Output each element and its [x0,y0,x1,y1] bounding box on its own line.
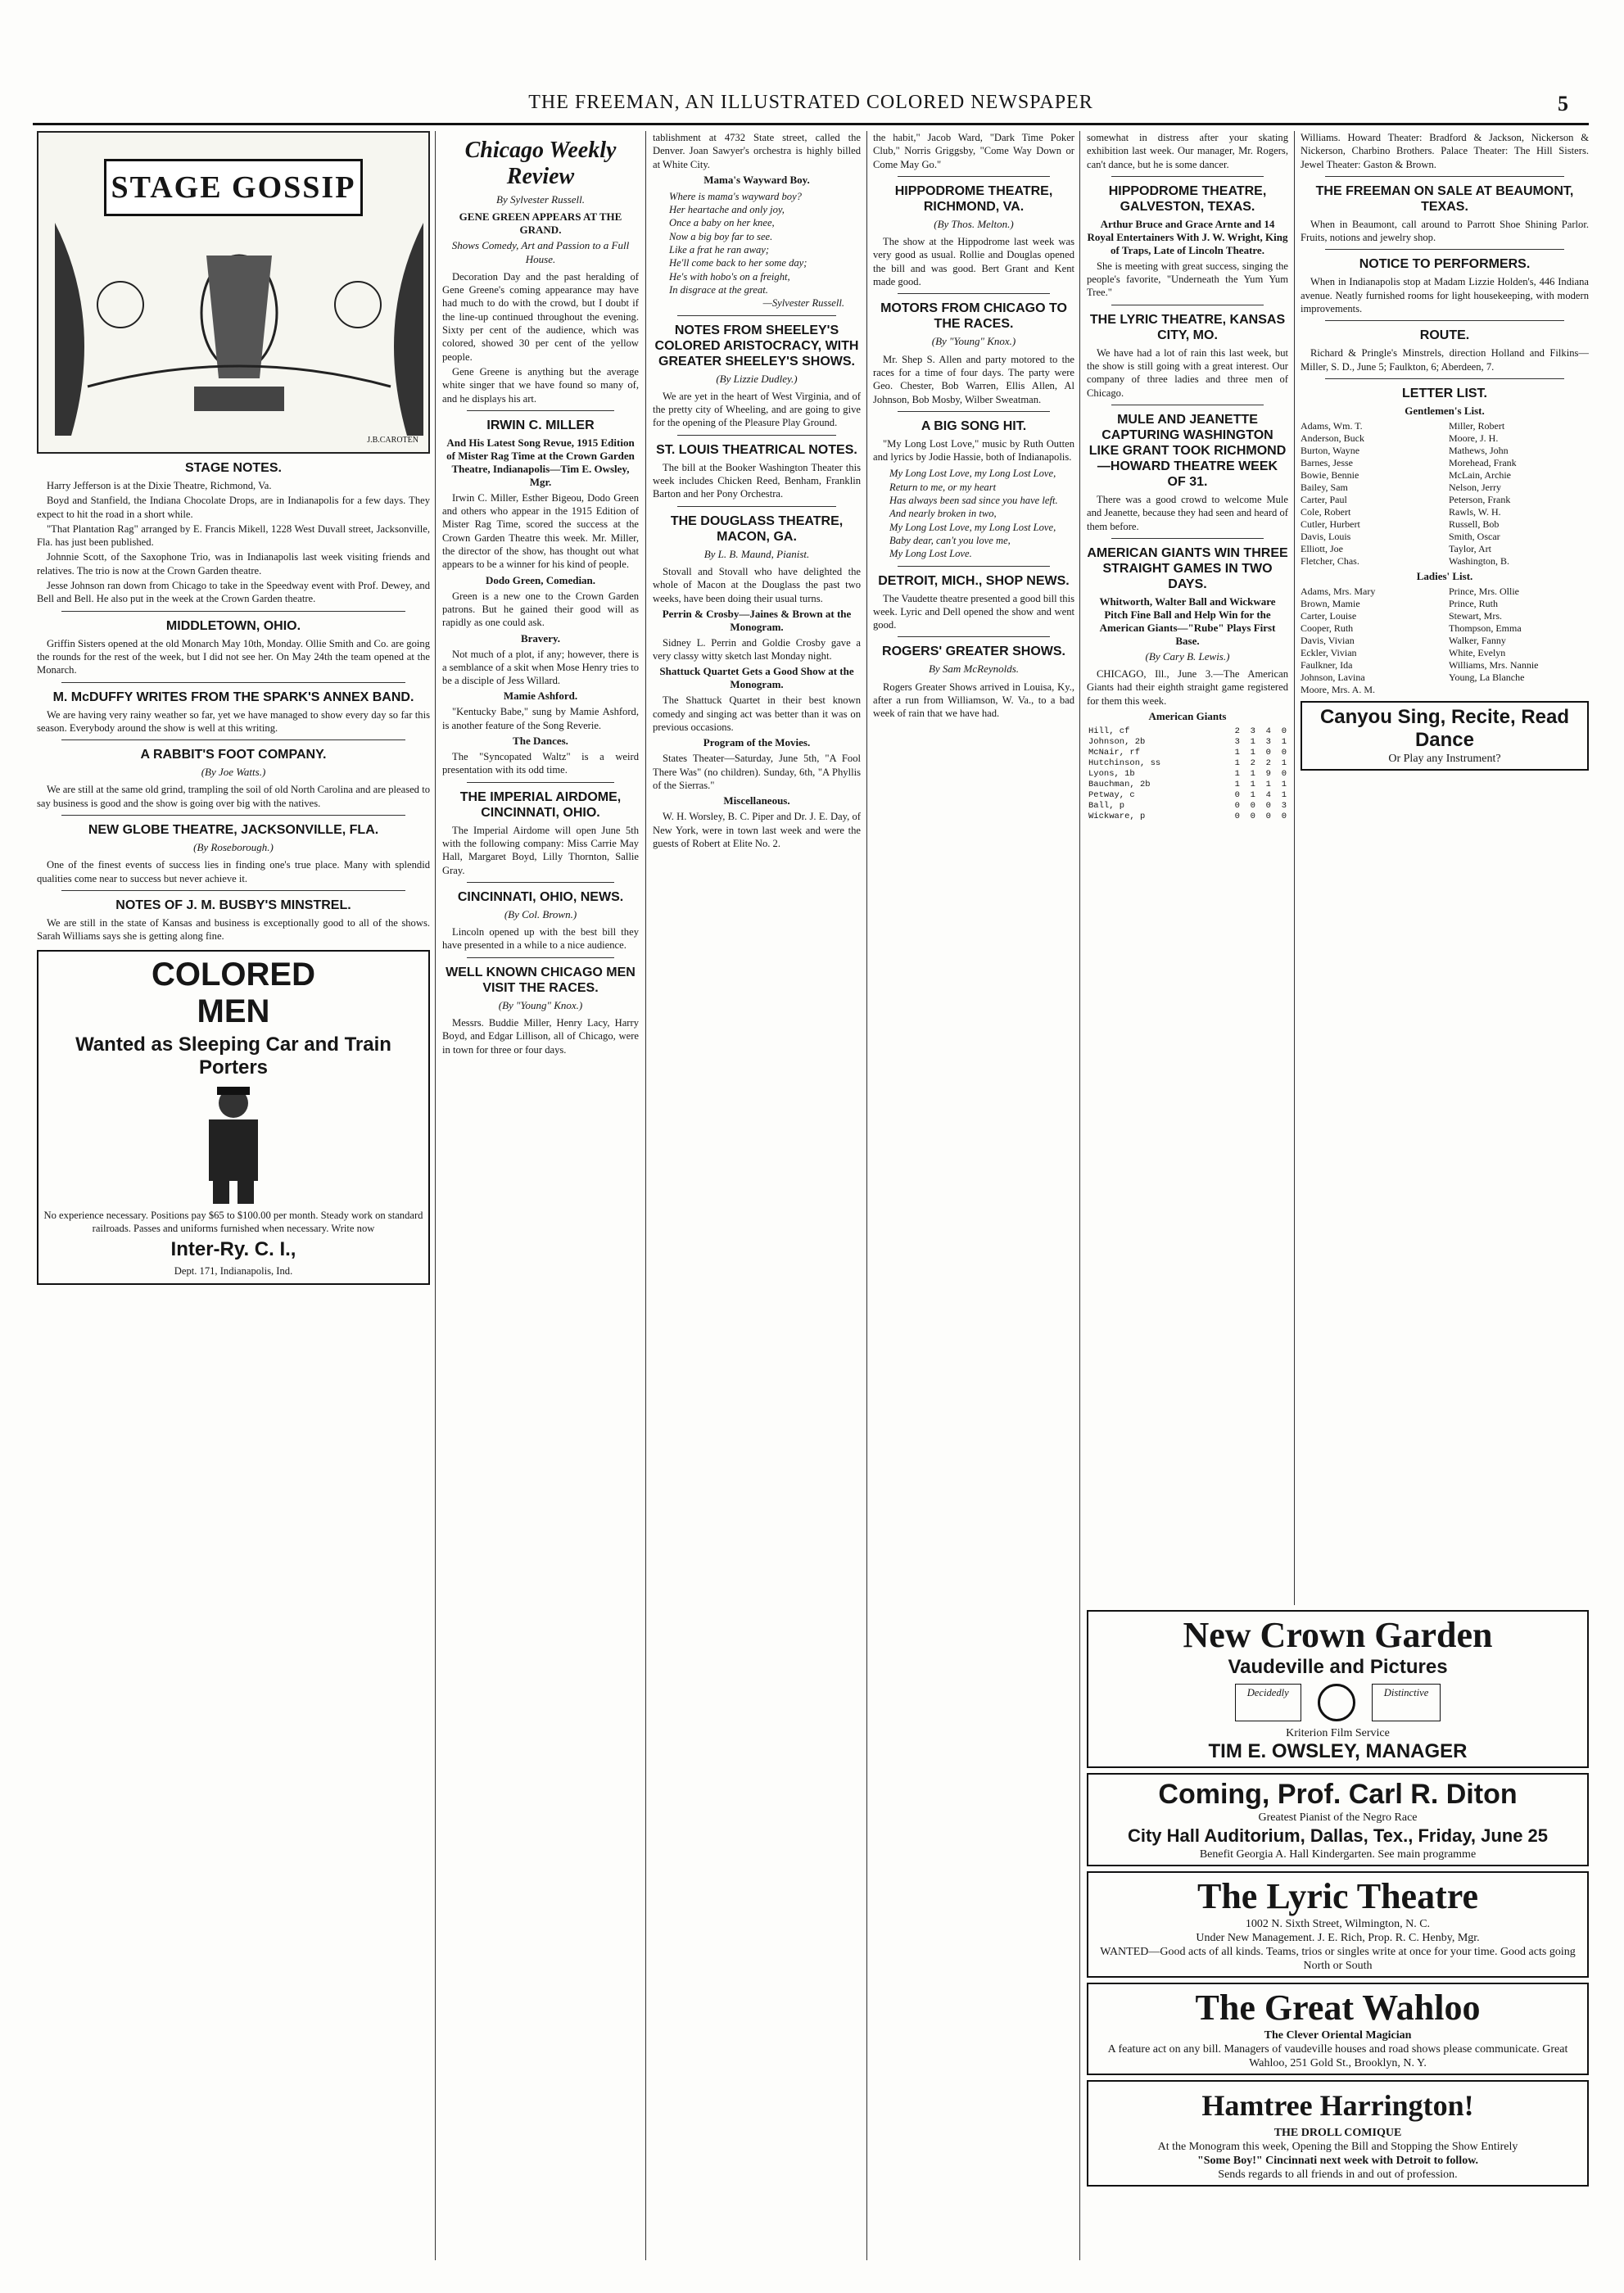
article-byline: (By Col. Brown.) [504,907,577,920]
letter-list-name: Rawls, W. H. [1449,505,1501,518]
masthead [33,92,1589,121]
article-text: The "Syncopated Waltz" is a weird presentation with its odd time. [442,751,639,776]
article-byline: (By "Young" Knox.) [931,335,1016,348]
ad-body: At the Monogram this week, Opening the Bill and Stopping the Show Entirely [1157,2141,1518,2153]
article-heading: ST. LOUIS THEATRICAL NOTES. [656,442,857,457]
poem-line: Where is mama's wayward boy? [669,190,802,202]
gentlemen-list [1301,420,1589,568]
letter-list-name: Barnes, Jesse [1301,456,1353,468]
porter-ad-address: Dept. 171, Indianapolis, Ind. [174,1265,293,1278]
article-text: States Theater—Saturday, June 5th, "A Fool There Was" (no children). Sunday, 6th, "A Phyllis of the Sierras." [653,753,861,791]
letter-list-name: Morehead, Frank [1449,456,1517,468]
ads-block [1087,1605,1589,2260]
ad-manager-name: TIM E. OWSLEY, [1208,1740,1360,1762]
letter-list-name: Taylor, Art [1449,542,1492,554]
letter-list-name: Adams, Wm. T. [1301,419,1363,432]
box-score-cell: 0 [1265,812,1271,822]
letter-list-name: Anderson, Buck [1301,432,1364,444]
box-score-cell: 1 [1265,780,1271,790]
section-heading: Bravery. [520,631,560,644]
ad-tag-right: Distinctive [1372,1684,1441,1721]
poem-line: He's with hobo's on a freight, [669,270,790,283]
lyric-theatre-ad [1087,1871,1589,1978]
article-text: Decoration Day and the past heralding of Gene Greene's coming appearance may have had much to do with the crowd, but I doubt if the line-up continued throughout the evening. Sixty per cent of the audience, which was colored, showed 30 per cent of the yellow people. [442,270,639,363]
box-score-cell: 3 [1234,737,1240,748]
divider [677,506,836,507]
box-score-cell: 2 [1250,758,1255,769]
box-score-cell: 0 [1281,769,1287,780]
article-text: The Vaudette theatre presented a good bill this week. Lyric and Dell opened the show and went good. [873,592,1074,631]
letter-list-name: Mathews, John [1449,444,1509,456]
article-heading: THE IMPERIAL AIRDOME, CINCINNATI, OHIO. [459,789,622,820]
letter-list-name: Adams, Mrs. Mary [1301,585,1376,597]
poem [669,190,844,310]
article-heading: CINCINNATI, OHIO, NEWS. [457,889,624,904]
article-subheading: And His Latest Song Revue, 1915 Edition of Mister Rag Time at the Crown Garden Theatre, Indianapolis—Tim E. Owsley, Mgr. [446,436,635,488]
article-text: Messrs. Buddie Miller, Henry Lacy, Harry Boyd, and Edgar Lillison, all of Chicago, were in town for three or four days. [442,1016,639,1056]
article-heading: IRWIN C. MILLER [486,418,595,432]
box-score-table [1087,726,1288,822]
letter-list-name: McLain, Archie [1449,468,1511,481]
article-text: Mr. Shep S. Allen and party motored to the races for a time of four days. The party were Geo. Chester, Bob Warren, Ellis Allen, Al Johnson, Bob Mosby, Wilber Sweatman. [873,353,1074,405]
box-score-cell: Hutchinson, ss [1088,758,1161,769]
article-text: W. H. Worsley, B. C. Piper and Dr. J. E. Day, of New York, were in town last week and were the guests of Robert at Elite No. 2. [653,811,861,849]
article-text: The Imperial Airdome will open June 5th with the following company: Miss Carrie May Hall, Margaret Boyd, Lilly Thornton, Sallie Gray. [442,824,639,876]
box-score-row [1087,780,1288,790]
porter-ad-title: COLORED [152,956,315,993]
letter-list-name: Johnson, Lavina [1301,671,1365,683]
divider [1111,538,1264,539]
article-text: Richard & Pringle's Minstrels, direction Holland and Filkins—Miller, S. D., June 5; Faulkton, 6; Aberdeen, 7. [1301,347,1589,373]
globe-text: One of the finest events of success lies in finding one's true place. Many with splendid qualities come near to success but never achieve it. [37,859,430,884]
section-heading: The Dances. [513,735,568,748]
chorus-line: And nearly broken in two, [889,508,997,520]
article-subheading: Shows Comedy, Art and Passion to a Full House. [451,239,630,265]
ad-place: City Hall Auditorium, Dallas, Tex., Friday, June 25 [1127,1825,1549,1846]
letter-list-name: Russell, Bob [1449,518,1500,530]
letter-list-name: Davis, Vivian [1301,634,1355,646]
divider [1325,176,1564,177]
divider [898,176,1050,177]
section-heading: Shattuck Quartet Gets a Good Show at the Monogram. [659,665,854,691]
globe-heading: NEW GLOBE THEATRE, JACKSONVILLE, FLA. [88,823,379,838]
article-heading: HIPPODROME THEATRE, GALVESTON, TEXAS. [1108,183,1267,214]
article-heading: ROGERS' GREATER SHOWS. [882,644,1065,659]
box-score-cell: Bauchman, 2b [1088,780,1151,790]
stage-note: Jesse Johnson ran down from Chicago to take in the Speedway event with Prof. Dewey, and Bell and Bell. He also put in the week at the Crown Garden theatre. [37,580,430,605]
article-text: Lincoln opened up with the best bill they have presented in a while to a nice audience. [442,926,639,952]
ad-end: Sends regards to all friends in and out of profession. [1218,2169,1458,2181]
letter-list-name: White, Evelyn [1449,646,1506,658]
box-score-cell: 1 [1234,748,1240,758]
ad-address: 1002 N. Sixth Street, Wilmington, N. C. [1245,1918,1431,1930]
ad-song: "Some Boy!" Cincinnati next week with Detroit to follow. [1197,2155,1479,2167]
ad-tagline [1092,1684,1584,1721]
box-score-cell: 0 [1234,790,1240,801]
ad-headline: Coming, Prof. Carl R. Diton [1158,1779,1518,1810]
box-score-row [1087,801,1288,812]
box-score-cell: 1 [1281,737,1287,748]
box-score-row [1087,726,1288,737]
article-text: The show at the Hippodrome last week was very good as usual. Rollie and Douglas opened the bill and was good. Bert Grant and Kent made good. [873,236,1074,288]
letter-list-name: Carter, Louise [1301,609,1357,622]
artist-signature: J.B.CAROTEN [367,435,418,445]
letter-list-name: Washington, B. [1449,554,1510,567]
article-heading: THE DOUGLASS THEATRE, MACON, GA. [670,513,844,544]
stage-note: Johnnie Scott, of the Saxophone Trio, was in Indianapolis last week visiting friends and relatives. The trio is now at the Crown Garden theatre. [37,551,430,577]
sing-recite-ad [1301,701,1589,771]
letter-list-name: Moore, J. H. [1449,432,1499,444]
ad-subline: Or Play any Instrument? [1388,752,1501,765]
article-text: Green is a new one to the Crown Garden patrons. But he gained their good will as rapidly as one could ask. [442,590,639,629]
section-heading: Perrin & Crosby—Jaines & Brown at the Monogram. [662,607,852,633]
chorus-line: My Long Lost Love, my Long Lost Love, [889,521,1056,533]
ad-small: Kriterion Film Service [1286,1727,1390,1739]
divider [677,315,836,316]
letter-list-name: Cutler, Hurbert [1301,518,1360,530]
divider [61,611,405,612]
article-text: Not much of a plot, if any; however, there is a semblance of a skit when Mose Henry tries to be a disciple of Jess Willard. [442,648,639,687]
box-score-cell: 0 [1265,801,1271,812]
box-score-cell: 0 [1234,812,1240,822]
column-rule [866,131,867,2260]
box-score-cell: 1 [1234,758,1240,769]
ad-subline: Greatest Pianist of the Negro Race [1258,1811,1418,1824]
section-heading: Mamie Ashford. [503,690,578,703]
chorus-line: My Long Lost Love. [889,548,972,560]
box-score-heading: American Giants [1148,710,1227,723]
box-score-cell: 4 [1265,726,1271,737]
divider [898,293,1050,294]
poem-author: —Sylvester Russell. [762,297,844,310]
crown-garden-ad [1087,1610,1589,1768]
stage-notes-heading: STAGE NOTES. [185,461,282,475]
article-text: "Kentucky Babe," sung by Mamie Ashford, is another feature of the Song Reverie. [442,706,639,731]
article-heading: MULE AND JEANETTE CAPTURING WASHINGTON LIKE GRANT TOOK RICHMOND—HOWARD THEATRE WEEK OF 31. [1088,412,1287,489]
ad-subline: The Clever Oriental Magician [1264,2029,1412,2042]
porter-ad-company: Inter-Ry. C. I., [170,1238,296,1261]
article-text: She is meeting with great success, singing the people's favorite, "Underneath the Yum Yum Tree." [1087,260,1288,299]
article-heading: THE FREEMAN ON SALE AT BEAUMONT, TEXAS. [1315,183,1574,214]
globe-byline: (By Roseborough.) [193,841,274,854]
stage-gossip-banner [37,131,430,454]
letter-list-name: Cooper, Ruth [1301,622,1354,634]
porter-ad-body: No experience necessary. Positions pay $65 to $100.00 per month. Steady work on standard railroads. Passes and uniforms furnished when necessary. Write now [43,1209,423,1235]
letter-list-name: Moore, Mrs. A. M. [1301,683,1376,695]
divider [467,782,614,783]
divider [467,882,614,883]
box-score-row [1087,737,1288,748]
divider [61,890,405,891]
box-score-cell: 1 [1234,780,1240,790]
stage-note: Boyd and Stanfield, the Indiana Chocolate Drops, are in Indianapolis for a few days. They expect to hit the road in a short while. [37,495,430,520]
box-score-cell: 1 [1250,780,1255,790]
box-score-cell: 1 [1250,790,1255,801]
box-score-cell: 1 [1281,790,1287,801]
ad-headline: Hamtree Harrington! [1201,2089,1474,2122]
chorus-line: Return to me, or my heart [889,481,997,493]
letter-list-name: Stewart, Mrs. [1449,609,1502,622]
poem-line: He'll come back to her some day; [669,257,807,269]
article-text: There was a good crowd to welcome Mule and Jeanette, because they had seen and heard of them before. [1087,493,1288,532]
porter-ad-subtitle: Wanted as Sleeping Car and Train Porters [75,1033,391,1079]
box-score-cell: 0 [1281,748,1287,758]
box-score-cell: 3 [1250,726,1255,737]
box-score-cell: Lyons, 1b [1088,769,1135,780]
divider [898,636,1050,637]
column-rule [435,131,436,2260]
box-score-cell: 1 [1281,758,1287,769]
porter-ad-title-2: MEN [197,993,270,1029]
ad-manager [1092,1740,1584,1763]
article-text: We are yet in the heart of West Virginia, and of the pretty city of Wheeling, and are going to give for the opening of the Pleasure Play Ground. [653,390,861,429]
divider [898,566,1050,567]
article-text: Gene Greene is anything but the average white singer that we have found so many of, and he displays his art. [442,365,639,405]
article-text: When in Indianapolis stop at Madam Lizzie Holden's, 446 Indiana avenue. Neatly furnished rooms for light housekeeping, with modern improvements. [1301,276,1589,315]
box-score-cell: 0 [1281,812,1287,822]
box-score-cell: 0 [1250,801,1255,812]
diton-ad [1087,1773,1589,1866]
divider [61,682,405,683]
divider [467,410,614,411]
poem-line: Her heartache and only joy, [669,204,785,216]
rabbit-text: We are still at the same old grind, trampling the soil of old North Carolina and are pleased to say business is good and the show is going over big with the natives. [37,784,430,809]
box-score-cell: Ball, p [1088,801,1125,812]
mcduffy-heading: M. McDUFFY WRITES FROM THE SPARK'S ANNEX BAND. [52,690,414,704]
box-score-cell: 9 [1265,769,1271,780]
poem-title: Mama's Wayward Boy. [703,173,810,186]
article-heading: WELL KNOWN CHICAGO MEN VISIT THE RACES. [446,965,636,995]
ad-subline: THE DROLL COMIQUE [1273,2127,1402,2139]
divider [1325,320,1564,321]
letter-list-name: Cole, Robert [1301,505,1351,518]
ladies-list [1301,586,1589,696]
box-score-cell: Johnson, 2b [1088,737,1146,748]
article-text: The Shattuck Quartet in their best known comedy and singing act was better than it was on previous occasions. [653,694,861,734]
box-score-cell: 0 [1281,726,1287,737]
ad-tag-left: Decidedly [1235,1684,1301,1721]
letter-list-name: Bowie, Bennie [1301,468,1359,481]
article-heading: HIPPODROME THEATRE, RICHMOND, VA. [894,183,1053,214]
letter-list-name: Miller, Robert [1449,419,1505,432]
poem-line: In disgrace at the great. [669,283,768,296]
letter-list-name: Smith, Oscar [1449,530,1500,542]
article-text: tablishment at 4732 State street, called the Denver. Joan Sawyer's orchestra is highly billed at White City. [653,132,861,170]
letter-list-name: Carter, Paul [1301,493,1347,505]
letter-list-name: Brown, Mamie [1301,597,1360,609]
letter-list-name: Walker, Fanny [1449,634,1506,646]
box-score-row [1087,758,1288,769]
masthead-rule [33,123,1589,125]
ad-manager-role: MANAGER [1365,1740,1468,1762]
article-text: Rogers Greater Shows arrived in Louisa, Ky., after a run from Williamson, W. Va., to a bad week of rain that we have had. [873,681,1074,720]
ad-headline: The Great Wahloo [1195,1988,1481,2028]
rabbit-heading: A RABBIT'S FOOT COMPANY. [140,748,327,762]
letter-list-name: Fletcher, Chas. [1301,554,1359,567]
letter-list-subheading: Ladies' List. [1416,569,1473,582]
article-text: Williams. Howard Theater: Bradford & Jackson, Nickerson & Nickerson, Charbino Brothers. Palace Theater: The Hill Sisters. Jewel Theater: Gaston & Brown. [1301,132,1589,170]
letter-list-name: Prince, Mrs. Ollie [1449,585,1519,597]
ad-note: Benefit Georgia A. Hall Kindergarten. See main programme [1199,1848,1477,1861]
article-heading: NOTES FROM SHEELEY'S COLORED ARISTOCRACY, WITH GREATER SHEELEY'S SHOWS. [654,323,859,369]
mcduffy-text: We are having very rainy weather so far, yet we have managed to show every day so far this season. Everybody around the show is well at this writing. [37,708,430,734]
box-score-cell: Wickware, p [1088,812,1146,822]
article-text: CHICAGO, Ill., June 3.—The American Giants had their eighth straight game registered for them this week. [1087,668,1288,707]
divider [467,957,614,958]
song-chorus [889,467,1058,560]
box-score-cell: 2 [1265,758,1271,769]
letter-list-name: Thompson, Emma [1449,622,1522,634]
box-score-cell: 3 [1265,737,1271,748]
letter-list-name: Elliott, Joe [1301,542,1343,554]
chicago-review-title: Chicago Weekly Review [464,138,617,189]
column-1 [37,131,430,2252]
article-heading: MOTORS FROM CHICAGO TO THE RACES. [880,301,1067,332]
box-score-cell: 0 [1265,748,1271,758]
box-score-cell: 1 [1250,748,1255,758]
box-score-cell: 0 [1250,812,1255,822]
section-heading: Program of the Movies. [703,736,811,749]
divider [61,739,405,740]
section-heading: Dodo Green, Comedian. [485,573,596,586]
box-score-row [1087,812,1288,822]
article-text: The bill at the Booker Washington Theater this week includes Chicken Reed, Benham, Franklin Barton and her Pony Orchestra. [653,461,861,500]
porter-illustration [184,1083,283,1205]
article-byline: (By "Young" Knox.) [498,998,583,1011]
ad-headline: New Crown Garden [1183,1615,1493,1655]
article-text: somewhat in distress after your skating exhibition last week. Our manager, Mr. Rogers, can't dance, but he is some dancer. [1087,132,1288,170]
article-subheading: Whitworth, Walter Ball and Wickware Pitch Fine Ball and Help Win for the American Giants—"Rube" Plays First Base. [1099,595,1276,647]
letter-list-name: Prince, Ruth [1449,597,1498,609]
column-4 [873,131,1074,2252]
article-heading: AMERICAN GIANTS WIN THREE STRAIGHT GAMES IN TWO DAYS. [1087,545,1288,591]
article-heading: THE LYRIC THEATRE, KANSAS CITY, MO. [1089,312,1286,342]
box-score-cell: McNair, rf [1088,748,1141,758]
middletown-heading: MIDDLETOWN, OHIO. [165,618,301,633]
box-score-cell: 1 [1234,769,1240,780]
divider [1111,176,1264,177]
box-score-cell: Petway, c [1088,790,1135,801]
letter-list-name: Faulkner, Ida [1301,658,1353,671]
busby-heading: NOTES OF J. M. BUSBY'S MINSTREL. [115,898,351,912]
article-text: Sidney L. Perrin and Goldie Crosby gave a very classy witty sketch last Monday night. [653,636,861,663]
box-score-cell: 1 [1250,769,1255,780]
poem-line: Now a big boy far to see. [669,230,773,242]
article-heading: A BIG SONG HIT. [921,418,1027,433]
letter-list-name: Davis, Louis [1301,530,1351,542]
article-text: Irwin C. Miller, Esther Bigeou, Dodo Green and others who appear in the 1915 Edition of Mister Rag Time, scored the success at the Crown Garden Theatre this week. Mr. Miller, the director of the show, has thought out what appears to be a winner for his kind of people. [442,491,639,571]
divider [677,435,836,436]
box-score-row [1087,769,1288,780]
masthead-title: THE FREEMAN, AN ILLUSTRATED COLORED NEWSPAPER [528,92,1093,113]
ad-management: Under New Management. J. E. Rich, Prop. R. C. Henby, Mgr. [1196,1932,1480,1944]
box-score-cell: 1 [1250,737,1255,748]
kriterion-logo-icon [1318,1684,1355,1721]
chorus-line: My Long Lost Love, my Long Lost Love, [889,468,1056,480]
stage-gossip-title: STAGE GOSSIP [104,159,363,216]
letter-list-name: Peterson, Frank [1449,493,1511,505]
column-3 [653,131,861,2252]
article-byline: (By Cary B. Lewis.) [1145,649,1230,663]
box-score-cell: Hill, cf [1088,726,1130,737]
hamtree-ad [1087,2080,1589,2187]
divider [1325,378,1564,379]
article-heading: GENE GREEN APPEARS AT THE GRAND. [459,210,622,237]
letter-list-name: Bailey, Sam [1301,481,1348,493]
porter-ad [37,950,430,1285]
article-heading: ROUTE. [1419,328,1470,343]
ad-subline: Vaudeville and Pictures [1228,1656,1448,1678]
column-2 [442,131,639,2252]
busby-text: We are still in the state of Kansas and business is exceptionally good to all of the shows. Sarah Williams says she is getting along fine. [37,916,430,943]
poem-line: Like a frat he ran away; [669,244,770,256]
letter-list-name: Nelson, Jerry [1449,481,1501,493]
box-score-row [1087,748,1288,758]
box-score-cell: 4 [1265,790,1271,801]
poem-line: Once a baby on her knee, [669,217,775,229]
article-text: "My Long Lost Love," music by Ruth Outten and lyrics by Jodie Hassie, both of Indianapolis. [873,437,1074,464]
letter-list-subheading: Gentlemen's List. [1405,404,1485,417]
ad-body: A feature act on any bill. Managers of vaudeville houses and road shows please communicate. Great Wahloo, 251 Gold St., Brooklyn, N. Y. [1107,2043,1568,2069]
article-text: Stovall and Stovall who have delighted the whole of Macon at the Douglass the past two weeks, have been doing their usual turns. [653,565,861,604]
article-byline: By Sam McReynolds. [928,663,1020,676]
divider [1325,249,1564,250]
column-rule [645,131,646,2260]
section-heading: Miscellaneous. [723,794,790,807]
article-byline: (By Lizzie Dudley.) [716,372,798,385]
box-score-row [1087,790,1288,801]
stage-note: Harry Jefferson is at the Dixie Theatre, Richmond, Va. [47,480,272,491]
letter-list-name: Williams, Mrs. Nannie [1449,658,1539,671]
article-text: the habit," Jacob Ward, "Dark Time Poker Club," Norris Griggsby, "Come Way Down or Come May Go." [873,132,1074,170]
article-text: We have had a lot of rain this last week, but the show is still going with a great interest. Our company of three ladies and three men of Chicago. [1087,346,1288,399]
ad-wanted: WANTED—Good acts of all kinds. Teams, trios or singles write at once for your time. Good acts going North or South [1100,1946,1576,1972]
chorus-line: Has always been sad since you have left. [889,495,1058,507]
article-byline: By L. B. Maund, Pianist. [703,547,810,560]
box-score-cell: 2 [1234,726,1240,737]
stage-curtain-illustration [55,223,423,436]
letter-list-name: Young, La Blanche [1449,671,1525,683]
middletown-text: Griffin Sisters opened at the old Monarch May 10th, Monday. Ollie Smith and Co. are going the rounds for the rest of the week, but I did not see her. On May 24th the team opened at the Monarch. [37,637,430,676]
letter-list-name: Burton, Wayne [1301,444,1360,456]
letter-list-name: Eckler, Vivian [1301,646,1357,658]
great-wahloo-ad [1087,1983,1589,2075]
box-score-cell: 1 [1281,780,1287,790]
page-number: 5 [1558,92,1569,115]
ad-headline: Canyou Sing, Recite, Read Dance [1319,705,1570,751]
letter-list-heading: LETTER LIST. [1402,386,1487,400]
divider [61,815,405,816]
column-rule [1079,131,1080,2260]
article-subheading: Arthur Bruce and Grace Arnte and 14 Royal Entertainers With J. W. Wright, King of Traps, Late of Lincoln Theatre. [1087,217,1288,256]
rabbit-byline: (By Joe Watts.) [201,766,266,779]
box-score-cell: 0 [1234,801,1240,812]
ad-headline: The Lyric Theatre [1197,1876,1479,1916]
article-heading: DETROIT, MICH., SHOP NEWS. [878,573,1070,588]
divider [898,411,1050,412]
article-text: When in Beaumont, call around to Parrott Shoe Shining Parlor. Fruits, notions and jewelry shop. [1301,218,1589,244]
box-score-cell: 3 [1281,801,1287,812]
article-byline: (By Thos. Melton.) [934,217,1014,230]
chicago-review-byline: By Sylvester Russell. [496,193,585,206]
article-heading: NOTICE TO PERFORMERS. [1359,257,1531,272]
chorus-line: Baby dear, can't you love me, [889,534,1011,546]
stage-note: "That Plantation Rag" arranged by E. Francis Mikell, 1228 West Duvall street, Jacksonville, Fla. has just been published. [37,522,430,549]
